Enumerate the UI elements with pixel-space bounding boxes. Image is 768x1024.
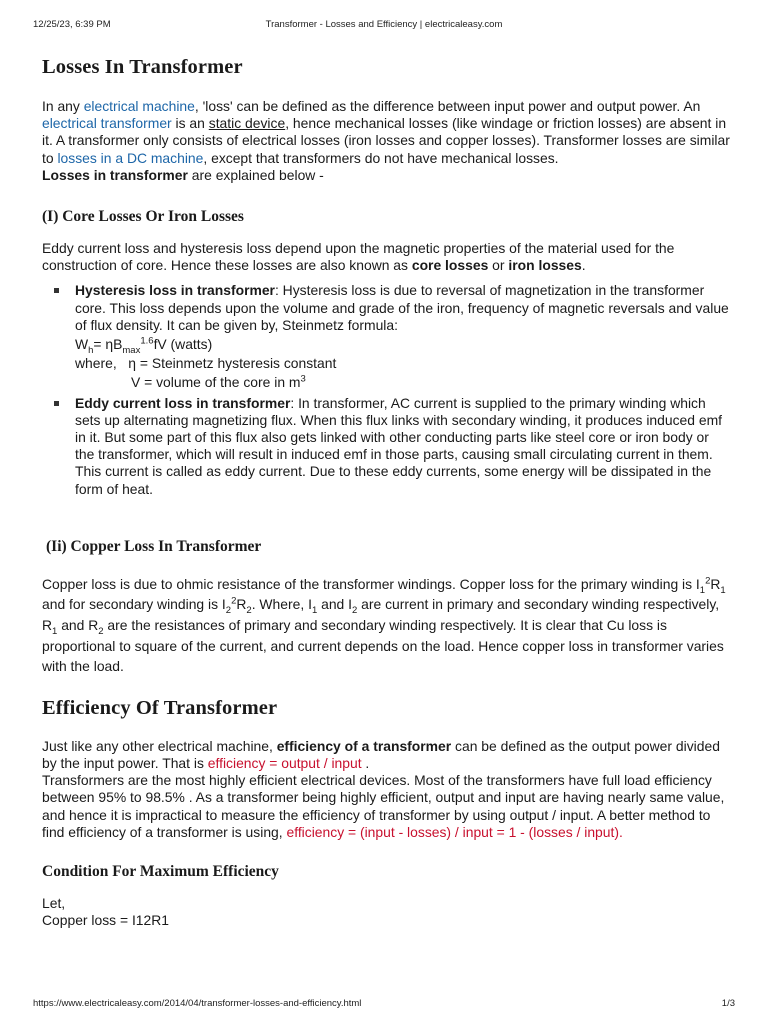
text: Transformers are the most highly efficient electrical devices. Most of the transformers have full load efficiency between 95% to 98.5% . As a transformer being highly efficient, output and input are having nearly same value, and hence it is impractical to measure the efficiency of transformer by using output / input. A better method to find efficiency of a transformer is using, bbox=[42, 772, 725, 840]
let-line: Let, bbox=[42, 895, 66, 912]
text: 1 bbox=[699, 584, 706, 596]
text: are explained below - bbox=[187, 166, 324, 183]
term-efficiency: efficiency of a transformer bbox=[276, 737, 452, 754]
text: Copper loss is due to ohmic resistance of the transformer windings. Copper loss for the primary winding is I bbox=[42, 575, 700, 592]
text: 2 bbox=[98, 625, 104, 637]
text: 1 bbox=[720, 584, 726, 596]
text: and I bbox=[317, 596, 352, 613]
text: 3 bbox=[300, 373, 306, 385]
text: 2 bbox=[225, 605, 232, 617]
print-page-title: Transformer - Losses and Efficiency | electricaleasy.com bbox=[265, 19, 503, 30]
text: and for secondary winding is I bbox=[42, 596, 226, 613]
hysteresis-label: Hysteresis loss in transformer bbox=[75, 282, 275, 299]
text: 2 bbox=[352, 605, 358, 617]
losses-intro bbox=[42, 98, 732, 184]
print-header bbox=[33, 19, 735, 33]
link-electrical-transformer[interactable]: electrical transformer bbox=[42, 115, 172, 132]
steinmetz-formula bbox=[75, 335, 732, 356]
text: . bbox=[361, 755, 370, 772]
text: Just like any other electrical machine, bbox=[42, 737, 277, 754]
eddy-label: Eddy current loss in transformer bbox=[75, 394, 291, 411]
term-iron-losses: iron losses bbox=[508, 257, 582, 274]
text: Eddy current loss and hysteresis loss depend upon the magnetic properties of the material used for the construction of core. Hence these losses are also known as bbox=[42, 240, 675, 274]
text: are the resistances of primary and secondary winding respectively. It is clear that Cu loss is proportional to square of the current, and current depends on the load. Hence copper loss in transformer varies with the load. bbox=[42, 617, 724, 675]
text: 2 bbox=[246, 605, 252, 617]
list-item-hysteresis bbox=[75, 282, 732, 391]
text: R bbox=[236, 596, 247, 613]
text: 1 bbox=[52, 625, 58, 637]
print-page-number: 1/3 bbox=[721, 998, 735, 1009]
text: h bbox=[88, 344, 94, 356]
bullet-icon bbox=[54, 401, 59, 406]
hysteresis-text: : Hysteresis loss is due to reversal of magnetization in the transformer core. This loss depends upon the volume and grade of the iron, frequency of magnetic reversals and value of flux density. It can be given by, Steinmetz formula: bbox=[75, 282, 729, 333]
term-core-losses: core losses bbox=[411, 257, 489, 274]
heading-losses: Losses In Transformer bbox=[42, 56, 243, 78]
text: 2 bbox=[231, 595, 237, 607]
text: In any bbox=[42, 98, 84, 114]
text: 1 bbox=[311, 605, 318, 617]
formula-efficiency-basic: efficiency = output / input bbox=[207, 755, 362, 772]
bullet-icon bbox=[54, 288, 59, 293]
print-datetime: 12/25/23, 6:39 PM bbox=[33, 19, 111, 30]
article-content bbox=[42, 52, 732, 929]
eddy-text: : In transformer, AC current is supplied to the primary winding which sets up alternating magnetizing flux. When this flux links with secondary winding, it produces induced emf in it. But some part of this flux also gets linked with other conducting parts like steel core or iron body or the transformer, which will result in induced emf in those parts, causing small circulating current in them. This current is called as eddy current. Due to these eddy currents, some energy will be dissipated in the form of heat. bbox=[75, 394, 723, 497]
text: fV (watts) bbox=[153, 336, 213, 353]
core-losses-list bbox=[42, 282, 732, 497]
text: , 'loss' can be defined as the difference between input power and output power. An bbox=[194, 98, 701, 114]
link-losses-dc-machine[interactable]: losses in a DC machine bbox=[57, 149, 204, 166]
text: can be defined as the output power divided by the input power. That is bbox=[42, 737, 720, 772]
volume-line bbox=[75, 374, 732, 391]
text: R bbox=[710, 575, 721, 592]
text: V = volume of the core in m bbox=[131, 374, 301, 391]
text: 1.6 bbox=[140, 335, 154, 347]
heading-core-losses: (I) Core Losses Or Iron Losses bbox=[42, 208, 244, 226]
text: , hence mechanical losses (like windage or friction losses) are absent in it. A transformer only consists of electrical losses (iron losses and copper losses). Transformer losses are similar to bbox=[42, 115, 730, 166]
heading-copper-loss: (Ii) Copper Loss In Transformer bbox=[46, 537, 262, 555]
copper-loss-definition: Copper loss = I12R1 bbox=[42, 912, 170, 929]
text: is an bbox=[171, 115, 209, 132]
text: , except that transformers do not have mechanical losses. bbox=[203, 149, 559, 166]
text: max bbox=[122, 344, 141, 356]
list-item-eddy bbox=[75, 395, 732, 498]
print-url: https://www.electricaleasy.com/2014/04/transformer-losses-and-efficiency.html bbox=[33, 998, 362, 1009]
static-device-term: static device bbox=[208, 115, 286, 132]
text: are current in primary and secondary winding respectively, R bbox=[42, 596, 720, 634]
bold-lead: Losses in transformer bbox=[42, 166, 188, 183]
text: . Where, I bbox=[251, 596, 312, 613]
text: or bbox=[488, 257, 509, 274]
efficiency-definition bbox=[42, 738, 732, 772]
heading-max-efficiency: Condition For Maximum Efficiency bbox=[42, 863, 279, 881]
formula-efficiency-losses: efficiency = (input - losses) / input = 1 - (losses / input). bbox=[286, 823, 623, 840]
text: and R bbox=[57, 617, 99, 634]
efficiency-details bbox=[42, 772, 732, 841]
where-line: where, η = Steinmetz hysteresis constant bbox=[75, 355, 337, 372]
text: 2 bbox=[705, 575, 711, 587]
core-losses-intro bbox=[42, 240, 732, 274]
text: W bbox=[75, 336, 89, 353]
copper-loss-text bbox=[42, 574, 732, 677]
text: . bbox=[581, 257, 586, 274]
heading-efficiency: Efficiency Of Transformer bbox=[42, 696, 278, 719]
text: = ηB bbox=[93, 336, 123, 353]
link-electrical-machine[interactable]: electrical machine bbox=[83, 98, 195, 114]
print-footer bbox=[33, 998, 735, 1012]
